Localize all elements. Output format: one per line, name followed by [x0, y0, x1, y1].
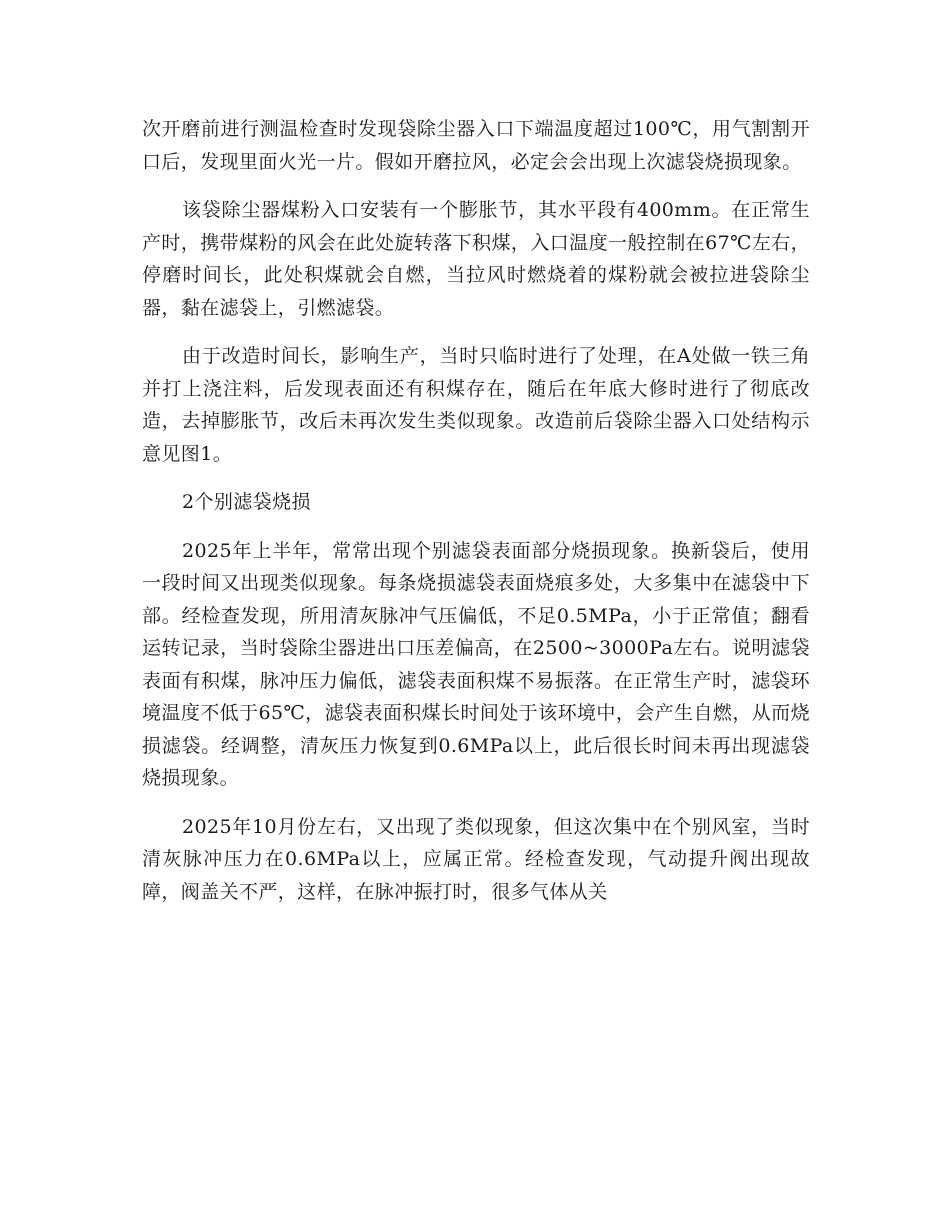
paragraph-modification: 由于改造时间长，影响生产，当时只临时进行了处理，在A处做一铁三角并打上浇注料，后发现表面还有积煤存在，随后在年底大修时进行了彻底改造，去掉膨胀节，改后未再次发生类似现象。改造前后袋除尘器入口处结构示意见图1。: [142, 345, 810, 465]
paragraph-expansion-joint: 该袋除尘器煤粉入口安装有一个膨胀节，其水平段有400mm。在正常生产时，携带煤粉的风会在此处旋转落下积煤，入口温度一般控制在67℃左右，停磨时间长，此处积煤就会自燃，当拉风时燃烧着的煤粉就会被拉进袋除尘器，黏在滤袋上，引燃滤袋。: [142, 199, 810, 319]
paragraph-first-half-2025: 2025年上半年，常常出现个别滤袋表面部分烧损现象。换新袋后，使用一段时间又出现类似现象。每条烧损滤袋表面烧痕多处，大多集中在滤袋中下部。经检查发现，所用清灰脉冲气压偏低，不足0.5MPa，小于正常值；翻看运转记录，当时袋除尘器进出口压差偏高，在2500~3000Pa左右。说明滤袋表面有积煤，脉冲压力偏低，滤袋表面积煤不易振落。在正常生产时，滤袋环境温度不低于65℃，滤袋表面积煤长时间处于该环境中，会产生自燃，从而烧损滤袋。经调整，清灰压力恢复到0.6MPa以上，此后很长时间未再出现滤袋烧损现象。: [142, 539, 810, 789]
paragraph-continuation: 次开磨前进行测温检查时发现袋除尘器入口下端温度超过100℃，用气割割开口后，发现里面火光一片。假如开磨拉风，必定会会出现上次滤袋烧损现象。: [142, 118, 810, 173]
document-body: [142, 113, 810, 908]
section-heading-2: 2个别滤袋烧损: [182, 491, 311, 513]
paragraph-october-2025: 2025年10月份左右，又出现了类似现象，但这次集中在个别风室，当时清灰脉冲压力在0.6MPa以上，应属正常。经检查发现，气动提升阀出现故障，阀盖关不严，这样，在脉冲振打时，很多气体从关: [142, 815, 810, 903]
